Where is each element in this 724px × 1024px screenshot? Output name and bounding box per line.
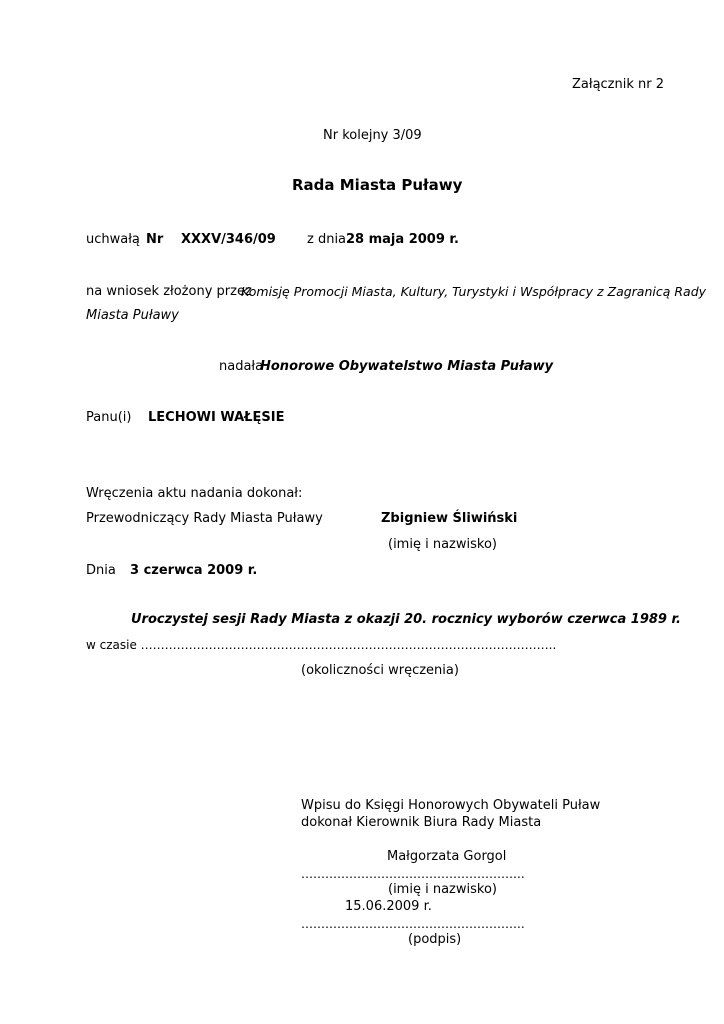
registry-sign-caption: (podpis) (408, 932, 462, 947)
presenter-name: Zbigniew Śliwiński (381, 511, 518, 526)
registry-line1: Wpisu do Księgi Honorowych Obywateli Puław (301, 798, 601, 813)
registry-dots-2: ……………………………………………….. (301, 917, 525, 931)
presentation-intro: Wręczenia aktu nadania dokonał: (86, 486, 303, 501)
document-title: Rada Miasta Puławy (292, 176, 463, 194)
resolution-prefix: uchwałą (86, 232, 140, 247)
registry-name: Małgorzata Gorgol (387, 849, 507, 864)
registry-name-caption: (imię i nazwisko) (388, 882, 497, 897)
occasion-caption: (okoliczności wręczenia) (301, 663, 459, 678)
registry-date: 15.06.2009 r. (345, 899, 432, 914)
granted-prefix: nadała (219, 359, 264, 374)
serial-number: Nr kolejny 3/09 (323, 128, 422, 143)
registry-line2: dokonał Kierownik Biura Rady Miasta (301, 815, 542, 830)
attachment-label: Załącznik nr 2 (572, 77, 665, 92)
resolution-nr-label: Nr (146, 232, 164, 247)
recipient-prefix: Panu(i) (86, 410, 132, 425)
motion-committee-line1: Komisję Promocji Miasta, Kultury, Turystyki i Współpracy z Zagranicą Rady (241, 284, 707, 299)
resolution-number: XXXV/346/09 (181, 232, 276, 247)
motion-prefix: na wniosek złożony przez (86, 284, 252, 299)
occasion-text: Uroczystej sesji Rady Miasta z okazji 20. rocznicy wyborów czerwca 1989 r. (131, 612, 681, 627)
resolution-date: 28 maja 2009 r. (346, 232, 459, 247)
recipient-name: LECHOWI WAŁĘSIE (148, 410, 285, 425)
presentation-day: 3 czerwca 2009 r. (130, 563, 258, 578)
registry-dots-1: ……………………………………………….. (301, 867, 525, 881)
presenter-role: Przewodniczący Rady Miasta Puławy (86, 511, 323, 526)
presenter-name-caption: (imię i nazwisko) (388, 537, 497, 552)
granted-title: Honorowe Obywatelstwo Miasta Puławy (260, 359, 554, 374)
resolution-date-prefix: z dnia (307, 232, 347, 247)
occasion-fill-line: w czasie ………………………………………………………………………………………….. (86, 638, 557, 652)
presentation-day-prefix: Dnia (86, 563, 116, 578)
motion-committee-line2: Miasta Puławy (86, 308, 179, 323)
